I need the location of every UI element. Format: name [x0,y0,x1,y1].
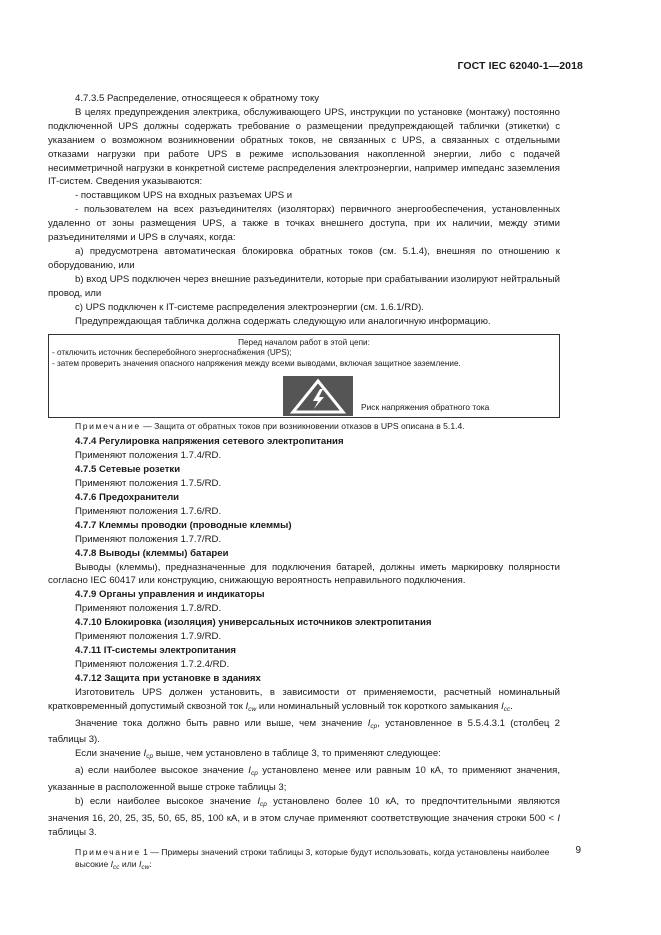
warning-line: Перед началом работ в этой цепи: [238,338,370,348]
subscript: cp [250,770,258,778]
subscript: cc [503,705,511,713]
document-header: ГОСТ IEC 62040-1—2018 [457,60,583,72]
section-heading: 4.7.5 Сетевые розетки [75,464,181,476]
page-number: 9 [575,845,581,856]
subscript: cp [259,801,267,809]
symbol-I: I [367,717,371,729]
text-run: , установленное в 5.5.4.3.1 (столбец 2 таблицы 3). [48,717,560,746]
note-label: Примечание [75,846,141,857]
section-heading: 4.7.10 Блокировка (изоляция) универсальных источников электропитания [75,617,432,629]
warning-label-box [48,334,560,418]
note-label: Примечание [75,421,141,432]
subscript: cw [141,863,150,871]
text-run: Изготовитель UPS должен установить, в зависимости от применяемости, расчетный номинальный кратковременный допустимый сквозной ток [48,686,560,712]
paragraph [75,747,587,764]
section-text: Применяют положения 1.7.8/RD. [75,603,222,615]
symbol-I: I [138,858,142,869]
note-text: — Защита от обратных токов при возникновении отказов в UPS описана в 5.1.4. [140,421,465,432]
list-item [48,795,560,840]
text-run: а) если наиболее высокое значение [75,765,249,777]
paragraph: В целях предупреждения электрика, обслуживающего UPS, инструкции по установке (монтажу) постоянно подключенной UPS должны содержать требование о размещении предупреждающей таблички (этикетки) с указанием о возможном возникновении обратных токов, не связанных с UPS, а связанных с отдельными отказами нагрузки при работе UPS в режиме использования накопленной энергии, либо с подачей несимметричной нагрузки в конкретной системе распределения электроэнергии, например импеданс заземления IT-систем. Сведения указываются: [48,106,560,188]
section-heading: 4.7.12 Защита при установке в зданиях [75,672,261,684]
symbol-I: I [501,700,504,712]
text-run: установлено более 10 кА, то предпочтительными являются значения 16, 20, 25, 35, 50, 65, 85, 100 кА, и в этом случае применяют соответствующие значения строки 500 < [48,796,561,824]
subscript: cp [370,722,378,730]
page-content [48,92,587,874]
text-run: : [149,858,152,869]
section-text: Применяют положения 1.7.7/RD. [75,533,222,545]
note [75,420,585,432]
section-heading: 4.7.11 IT-системы электропитания [75,645,237,656]
section-text: Применяют положения 1.7.6/RD. [75,505,222,517]
list-item: - пользователем на всех разъединителях (изоляторах) первичного энергообеспечения, установленных удаленно от зоны размещения UPS, а также в точках внешнего доступа, при их наличии, между этими разъединителями и UPS в случаях, когда: [48,204,560,244]
sections-list [48,435,587,671]
list-item: b) вход UPS подключен через внешние разъединители, которые при срабатывании изолируют нейтральный провод, или [48,273,560,299]
text-run: таблицы 3. [48,826,97,838]
warning-line: - отключить источник бесперебойного энергоснабжения (UPS); [52,348,292,358]
text-run: выше, чем установлено в таблице 3, то применяют следующее: [153,748,441,760]
subscript: cc [113,863,120,871]
section-heading: 4.7.4 Регулировка напряжения сетевого электропитания [75,436,344,448]
subscript: cw [248,705,257,713]
text-run: или [119,858,139,869]
symbol-I: I [143,748,147,760]
note [75,846,585,874]
section-title: 4.7.3.5 Распределение, относящееся к обратному току [75,93,320,104]
section-heading: 4.7.7 Клеммы проводки (проводные клеммы) [75,519,292,531]
text-run: установлено менее или равным 10 кА, то применяют значения, указанные в расположенной выше строке таблицы 3; [48,765,561,794]
text-run: Если значение [75,748,144,760]
warning-risk-text: Риск напряжения обратного тока [361,402,490,413]
section-text: Применяют положения 1.7.9/RD. [75,631,222,643]
list-item: - поставщиком UPS на входных разъемах UPS и [75,190,293,202]
subscript: cp [146,753,154,761]
paragraph: Предупреждающая табличка должна содержать следующую или аналогичную информацию. [75,315,491,327]
section-text: Применяют положения 1.7.2.4/RD. [75,658,230,670]
section-heading: 4.7.6 Предохранители [75,492,180,504]
symbol-I: I [245,700,249,712]
symbol-I: I [248,765,251,777]
list-item: а) предусмотрена автоматическая блокировка обратных токов (см. 5.1.4), внешняя по отношению к оборудованию, или [48,245,560,271]
paragraph [48,717,560,748]
list-item [48,764,560,795]
note-text: 1 — Примеры значений строки таблицы 3, которые будут использовать, когда установлены наиболее высокие [75,846,550,869]
section-text: Применяют положения 1.7.5/RD. [75,478,222,490]
paragraph: Изготовитель UPS должен установить, в зависимости от применяемости, расчетный номинальный кратковременный допустимый сквозной ток $I_{cw}$ или номинальный условный ток короткого замыкания $I_{cc}$. [48,686,560,713]
section-heading: 4.7.9 Органы управления и индикаторы [75,589,265,601]
list-item: с) UPS подключен к IT-системе распределения электроэнергии (см. 1.6.1/RD). [75,301,424,313]
high-voltage-warning-icon [283,376,353,416]
symbol-I: I [110,858,114,869]
symbol-I: I [557,812,560,824]
text-run: или номинальный условный ток короткого замыкания [256,700,502,712]
symbol-I: I [257,796,260,808]
section-text: Применяют положения 1.7.4/RD. [75,450,222,462]
warning-line: - затем проверить значения опасного напряжения между всеми выводами, включая защитное заземление. [52,359,461,369]
text-run: Значение тока должно быть равно или выше, чем значение [75,717,368,729]
section-heading: 4.7.8 Выводы (клеммы) батареи [75,547,229,559]
section-text: Выводы (клеммы), предназначенные для подключения батарей, должны иметь маркировку полярности согласно IEC 60417 или конструкцию, снижающую вероятность неправильного подключения. [48,561,560,587]
text-run: b) если наиболее высокое значение [75,796,258,808]
